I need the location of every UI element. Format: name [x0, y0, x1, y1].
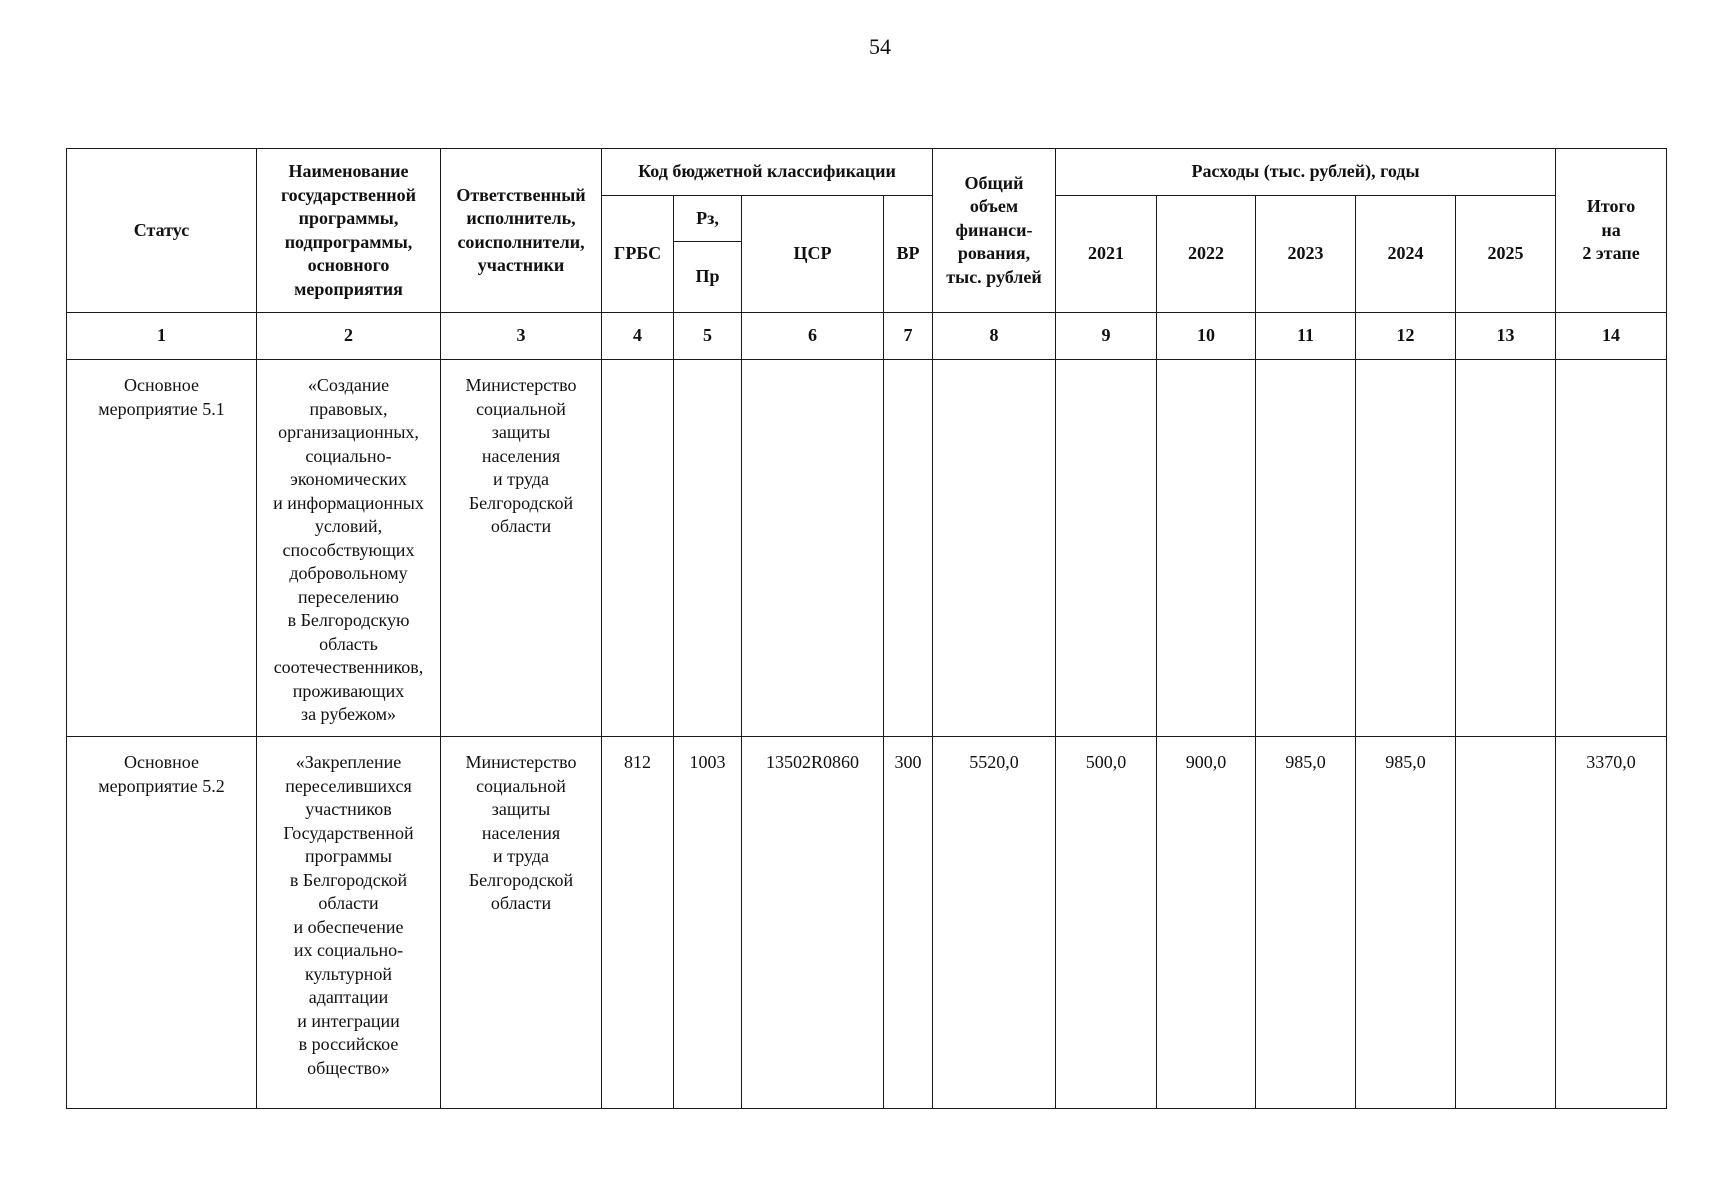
column-number: 4 — [602, 313, 674, 360]
header-rz: Рз, — [674, 196, 742, 242]
cell-2025 — [1456, 360, 1556, 737]
header-year-2021: 2021 — [1056, 196, 1157, 313]
cell-2023 — [1256, 360, 1356, 737]
cell-total — [933, 360, 1056, 737]
cell-2021: 500,0 — [1056, 737, 1157, 1109]
column-number: 6 — [742, 313, 884, 360]
cell-name: «Создание правовых, организационных, социально- экономических и информационных условий, способствующих добровольному переселению в Белгородскую область соотечественников, проживающих за рубежом» — [257, 360, 441, 737]
cell-name: «Закрепление переселившихся участников Государственной программы в Белгородской области и обеспечение их социально- культурной адаптации и интеграции в российское общество» — [257, 737, 441, 1109]
cell-grbs: 812 — [602, 737, 674, 1109]
cell-2021 — [1056, 360, 1157, 737]
cell-csr — [742, 360, 884, 737]
header-executor: Ответственный исполнитель, соисполнители, участники — [441, 149, 602, 313]
header-grbs: ГРБС — [602, 196, 674, 313]
column-number: 7 — [884, 313, 933, 360]
column-number: 5 — [674, 313, 742, 360]
cell-vr: 300 — [884, 737, 933, 1109]
cell-rzpr — [674, 360, 742, 737]
cell-2022 — [1157, 360, 1256, 737]
cell-executor: Министерство социальной защиты населения и труда Белгородской области — [441, 737, 602, 1109]
header-year-2024: 2024 — [1356, 196, 1456, 313]
cell-stage-total — [1556, 360, 1667, 737]
column-number: 10 — [1157, 313, 1256, 360]
cell-rzpr: 1003 — [674, 737, 742, 1109]
budget-table — [66, 148, 1667, 1109]
header-pr: Пр — [674, 242, 742, 313]
column-number: 12 — [1356, 313, 1456, 360]
column-number: 9 — [1056, 313, 1157, 360]
header-stage-total: Итого на 2 этапе — [1556, 149, 1667, 313]
cell-2023: 985,0 — [1256, 737, 1356, 1109]
cell-status: Основное мероприятие 5.1 — [67, 360, 257, 737]
column-number: 2 — [257, 313, 441, 360]
column-number: 11 — [1256, 313, 1356, 360]
cell-executor: Министерство социальной защиты населения и труда Белгородской области — [441, 360, 602, 737]
table-row — [67, 737, 1667, 1109]
table-row — [67, 360, 1667, 737]
cell-csr: 13502R0860 — [742, 737, 884, 1109]
column-number: 3 — [441, 313, 602, 360]
header-budget-code: Код бюджетной классификации — [602, 149, 933, 196]
page-number: 54 — [869, 34, 891, 59]
header-vr: ВР — [884, 196, 933, 313]
column-number: 8 — [933, 313, 1056, 360]
header-year-2025: 2025 — [1456, 196, 1556, 313]
cell-2024 — [1356, 360, 1456, 737]
cell-vr — [884, 360, 933, 737]
cell-stage-total: 3370,0 — [1556, 737, 1667, 1109]
column-number: 1 — [67, 313, 257, 360]
header-expenses: Расходы (тыс. рублей), годы — [1056, 149, 1556, 196]
header-status: Статус — [67, 149, 257, 313]
column-number: 13 — [1456, 313, 1556, 360]
cell-2022: 900,0 — [1157, 737, 1256, 1109]
header-year-2023: 2023 — [1256, 196, 1356, 313]
header-csr: ЦСР — [742, 196, 884, 313]
cell-2025 — [1456, 737, 1556, 1109]
cell-status: Основное мероприятие 5.2 — [67, 737, 257, 1109]
cell-grbs — [602, 360, 674, 737]
header-year-2022: 2022 — [1157, 196, 1256, 313]
cell-2024: 985,0 — [1356, 737, 1456, 1109]
column-number: 14 — [1556, 313, 1667, 360]
header-total: Общий объем финанси- рования, тыс. рублей — [933, 149, 1056, 313]
header-name: Наименование государственной программы, подпрограммы, основного мероприятия — [257, 149, 441, 313]
cell-total: 5520,0 — [933, 737, 1056, 1109]
